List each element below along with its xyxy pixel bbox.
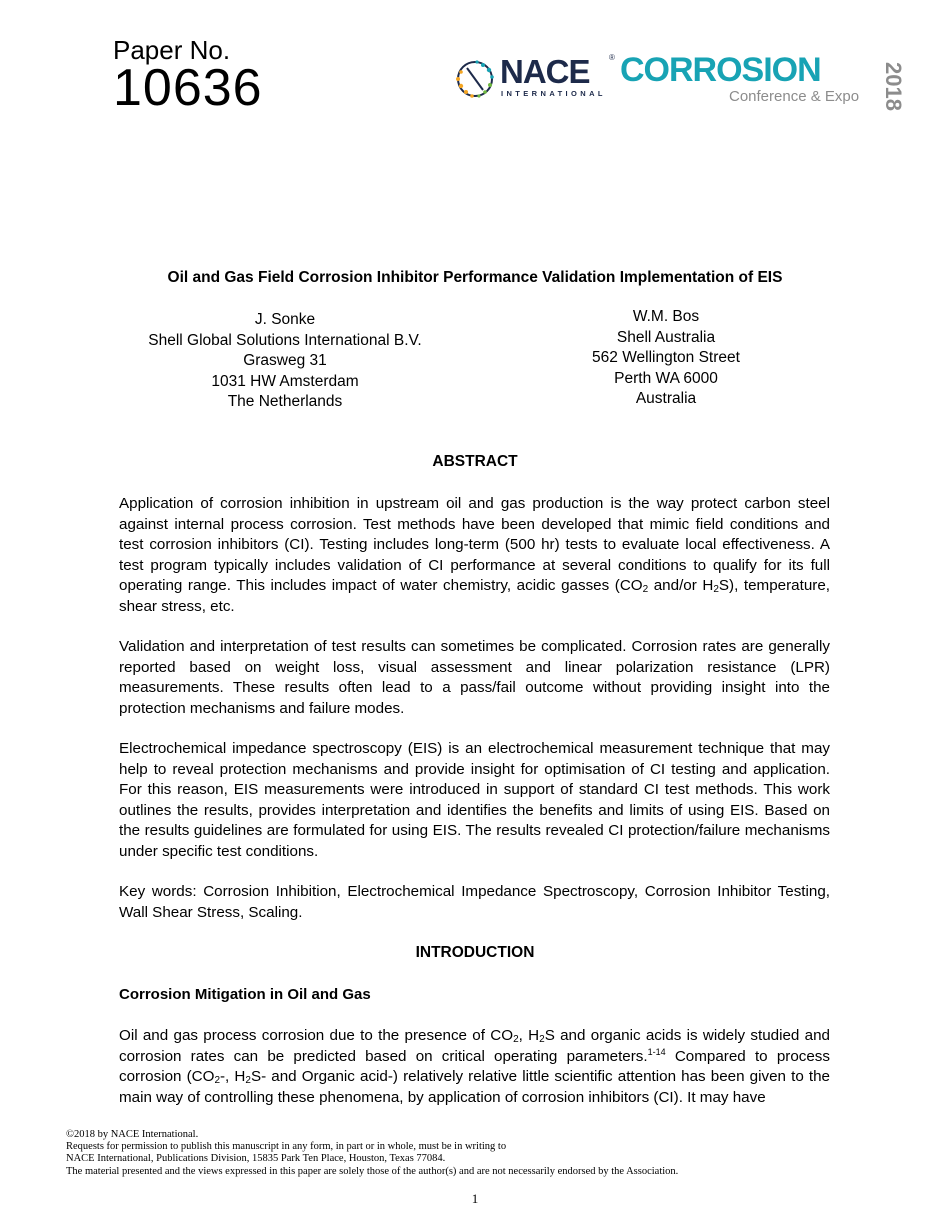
- author-street: Grasweg 31: [243, 352, 327, 369]
- author-affiliation: Shell Australia: [616, 328, 716, 346]
- author-city: Perth WA 6000: [614, 369, 718, 387]
- footer-line: NACE International, Publications Division, 15835 Park Ten Place, Houston, Texas 77084.: [66, 1153, 446, 1165]
- paper-number: 10636: [113, 59, 263, 117]
- abstract-paragraph-3: Electrochemical impedance spectroscopy (EIS) is an electrochemical measurement technique that may help to reveal protection mechanisms and provide insight for optimisation of CI testing and application. For this reason, EIS measurements were introduced in support of standard CI test methods. This work outlines the results, provides interpretation and identifies the benefits and limits of using EIS. Based on the results guidelines are formulated for using EIS. The results revealed CI protection/failure mechanisms under specific test conditions.: [119, 740, 830, 860]
- year-2018-logo: [864, 60, 906, 111]
- section-subheading: Corrosion Mitigation in Oil and Gas: [119, 986, 371, 1003]
- copyright-footer: [66, 1129, 886, 1178]
- footer-line: Requests for permission to publish this manuscript in any form, in part or in whole, must be in writing to: [66, 1141, 507, 1153]
- nace-globe-icon: [452, 56, 498, 102]
- abstract-paragraph-1: Application of corrosion inhibition in upstream oil and gas production is the way protect carbon steel against internal process corrosion. Test methods have been developed that mimic field conditions and test corrosion inhibitors (CI). Testing includes long-term (500 hr) tests to evaluate local effectiveness. A test program typically includes validation of CI performance at several conditions to qualify for its full operating range. This includes impact of water chemistry, acidic gasses ($CO_2$ and/or $H_2S$), temperature, shear stress, etc.: [119, 495, 830, 615]
- footer-line: ©2018 by NACE International.: [66, 1129, 199, 1140]
- introduction-heading: INTRODUCTION: [415, 944, 535, 961]
- conference-expo-text: Conference & Expo: [729, 88, 860, 105]
- author-city: 1031 HW Amsterdam: [211, 372, 359, 390]
- author-affiliation: Shell Global Solutions International B.V.: [148, 331, 422, 349]
- abstract-paragraph-2: Validation and interpretation of test results can sometimes be complicated. Corrosion rates are generally reported based on weight loss, visual assessment and linear polarization resistance (LPR) measurements. These results often lead to a pass/fail outcome without providing insight into the protection mechanisms and failure modes.: [119, 638, 830, 717]
- paper-label: Paper No.: [113, 35, 231, 65]
- author-name: J. Sonke: [254, 311, 316, 328]
- introduction-paragraph-1: Oil and gas process corrosion due to the presence of $CO_2$, $H_2S$ and organic acids is widely studied and corrosion rates can be predicted based on critical operating parameters.$^{1-14}$ Compared to process corrosion ($CO_2-$, $H_2S-$ and Organic acid-) relatively relative little scientific attention has been given to the main way of controlling these phenomena, by application of corrosion inhibitors (CI). It may have: [119, 1027, 830, 1106]
- abstract-heading: ABSTRACT: [432, 453, 518, 470]
- nace-logo-text: NACE: [500, 53, 590, 90]
- registered-mark: ®: [609, 53, 615, 62]
- footer-line: The material presented and the views expressed in this paper are solely those of the author(s) and are not necessarily endorsed by the Association.: [66, 1165, 679, 1177]
- author-name: W.M. Bos: [632, 308, 700, 325]
- author-country: Australia: [635, 390, 697, 407]
- reference-marker: 1-14: [647, 1046, 666, 1057]
- page-number: 1: [471, 1191, 479, 1206]
- nace-international-text: INTERNATIONAL: [501, 89, 606, 98]
- author-block-2: [546, 307, 786, 410]
- author-street: 562 Wellington Street: [592, 349, 740, 366]
- year-text: 2018: [881, 62, 906, 111]
- corrosion-logo-text: CORROSION: [620, 51, 821, 89]
- paper-title: Oil and Gas Field Corrosion Inhibitor Performance Validation Implementation of EIS: [167, 269, 783, 286]
- author-block-1: [125, 310, 445, 413]
- keywords: Key words: Corrosion Inhibition, Electrochemical Impedance Spectroscopy, Corrosion Inhibitor Testing, Wall Shear Stress, Scaling.: [119, 883, 830, 921]
- author-country: The Netherlands: [227, 393, 343, 410]
